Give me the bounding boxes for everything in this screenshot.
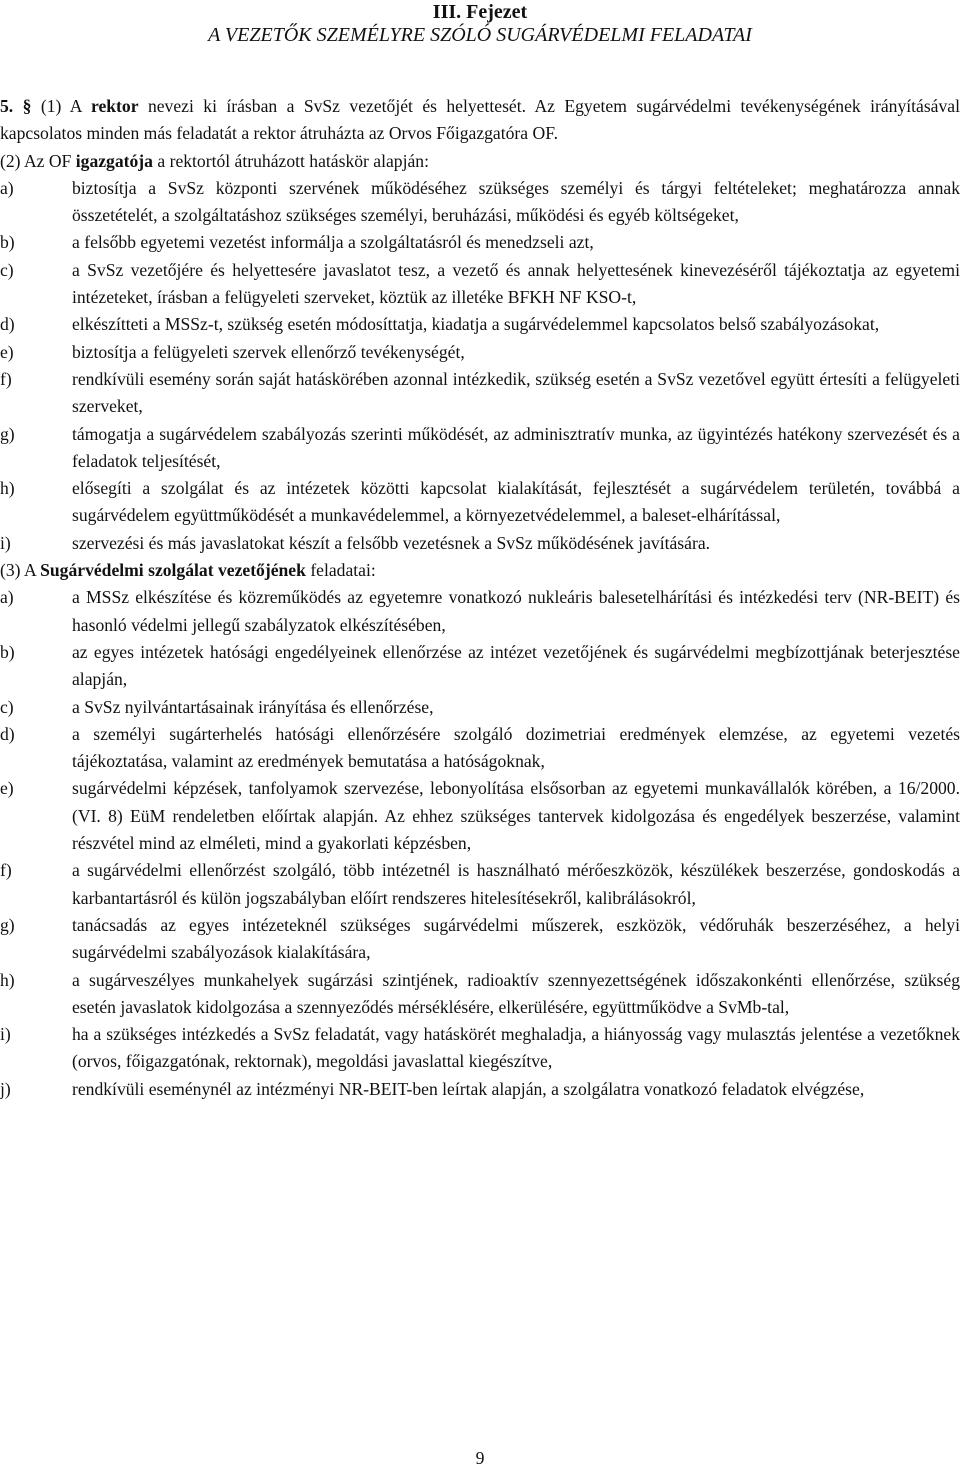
- list-item-text: a felsőbb egyetemi vezetést informálja a szolgáltatásról és menedzseli azt,: [72, 232, 594, 253]
- list-item-marker: h): [0, 478, 15, 499]
- list-item-text: szervezési és más javaslatokat készít a felsőbb vezetésnek a SvSz működésének javítására.: [72, 532, 711, 553]
- list-item: [0, 530, 960, 557]
- list-item-marker: g): [0, 423, 15, 444]
- list-item-marker: g): [0, 914, 15, 935]
- list-item-text: támogatja a sugárvédelem szabályozás szerinti működését, az adminisztratív munka, az ügyintézés hatékony szervezését és a feladatok teljesítését,: [72, 423, 960, 471]
- list-item-text: rendkívüli esemény során saját hatáskörében azonnal intézkedik, szükség esetén a SvSz vezetővel együtt értesíti a felügyeleti szerveket,: [72, 368, 960, 417]
- section-5-paragraph-2: [0, 148, 960, 175]
- list-item-text: tanácsadás az egyes intézeteknél szükséges sugárvédelmi műszerek, eszközök, védőruhák beszerzéséhez, a helyi sugárvédelmi szabályozások kialakítására,: [72, 914, 960, 963]
- list-item-marker: f): [0, 860, 12, 881]
- list-item: [0, 175, 960, 230]
- chapter-title: A VEZETŐK SZEMÉLYRE SZÓLÓ SUGÁRVÉDELMI FELADATAI: [208, 24, 752, 46]
- section-5: [0, 93, 960, 1103]
- list-item: [0, 475, 960, 530]
- subsection-3-keyword: Sugárvédelmi szolgálat vezetőjének: [40, 560, 306, 581]
- list-item: [0, 1076, 960, 1103]
- list-item: [0, 339, 960, 366]
- list-item-text: elkészítteti a MSSz-t, szükség esetén módosíttatja, kiadatja a sugárvédelemmel kapcsolatos belső szabályozásokat,: [72, 314, 880, 335]
- list-item: [0, 229, 960, 256]
- subsection-3-list: [0, 584, 960, 1103]
- list-item-text: a SvSz vezetőjére és helyettesére javaslatot tesz, a vezető és annak helyettesének kinevezéséről tájékoztatja az egyetemi intézeteket, írásban a felügyeleti szerveket, köztük az illetéke BFKH NF KSO-t,: [72, 259, 960, 308]
- subsection-3-text: feladatai:: [310, 560, 376, 581]
- page-number: 9: [475, 1448, 485, 1468]
- list-item-marker: a): [0, 177, 14, 198]
- subsection-2-text: a rektortól átruházott hatáskör alapján:: [157, 150, 429, 171]
- list-item-text: a személyi sugárterhelés hatósági ellenőrzésére szolgáló dozimetriai eredmények elemzése, az egyetemi vezetés tájékoztatása, valamint az eredmények bemutatása a hatóságoknak,: [72, 723, 960, 772]
- list-item: [0, 257, 960, 312]
- list-item: [0, 721, 960, 776]
- list-item-marker: d): [0, 314, 15, 335]
- list-item: [0, 639, 960, 694]
- subsection-1-text: nevezi ki írásban a SvSz vezetőjét és helyettesét. Az Egyetem sugárvédelmi tevékenységének irányításával kapcsolatos minden más feladatát a rektor átruházta az Orvos Főigazgatóra OF.: [0, 96, 960, 144]
- list-item-text: ha a szükséges intézkedés a SvSz feladatát, vagy hatáskörét meghaladja, a hiányosság vagy mulasztás jelentése a vezetőknek (orvos, főigazgatónak, rektornak), megoldási javaslattal kiegészítve,: [72, 1024, 960, 1072]
- list-item: [0, 421, 960, 476]
- subsection-2-number: (2) Az OF: [0, 150, 72, 171]
- list-item: [0, 694, 960, 721]
- section-number: 5.: [0, 96, 14, 116]
- paragraph-sign: §: [22, 96, 32, 116]
- list-item-marker: i): [0, 1024, 11, 1045]
- subsection-1-keyword: rektor: [90, 96, 139, 116]
- list-item: [0, 912, 960, 967]
- list-item-marker: d): [0, 723, 15, 744]
- subsection-3-number: (3) A: [0, 560, 36, 581]
- subsection-2-list: [0, 175, 960, 557]
- list-item-marker: e): [0, 341, 14, 362]
- list-item-text: biztosítja a felügyeleti szervek ellenőrző tevékenységét,: [72, 341, 465, 362]
- subsection-1-number: (1) A: [40, 96, 82, 116]
- list-item-marker: c): [0, 696, 14, 717]
- list-item-text: biztosítja a SvSz központi szervének működéséhez szükséges személyi és tárgyi feltételeket; meghatározza annak összetételét, a szolgáltatáshoz szükséges személyi, beruházási, működési és egyéb költségeket,: [72, 177, 960, 226]
- list-item: [0, 857, 960, 912]
- section-5-paragraph-1: [0, 93, 960, 148]
- list-item-text: a MSSz elkészítése és közreműködés az egyetemre vonatkozó nukleáris balesetelhárítási és intézkedési terv (NR-BEIT) és hasonló védelmi jellegű szabályzatok elkészítésében,: [72, 587, 960, 635]
- list-item: [0, 775, 960, 857]
- list-item-text: a sugárvédelmi ellenőrzést szolgáló, több intézetnél is használható mérőeszközök, készülékek beszerzése, gondoskodás a karbantartásról és külön jogszabályban előírt rendszeres hitelesítésekről, kalibrálásokról,: [72, 860, 960, 908]
- list-item: [0, 967, 960, 1022]
- list-item-marker: e): [0, 778, 14, 799]
- chapter-number: III. Fejezet: [432, 1, 528, 23]
- list-item-marker: i): [0, 532, 11, 553]
- list-item-marker: f): [0, 368, 12, 389]
- list-item-text: sugárvédelmi képzések, tanfolyamok szervezése, lebonyolítása elsősorban az egyetemi munkavállalók körében, a 16/2000. (VI. 8) EüM rendeletben előírtak alapján. Az ehhez szükséges tantervek kidolgozása és engedélyek beszerzése, valamint részvétel mind az elméleti, mind a gyakorlati képzésben,: [72, 778, 960, 854]
- chapter-header: [0, 0, 960, 47]
- list-item-marker: b): [0, 232, 15, 253]
- list-item-marker: c): [0, 259, 14, 280]
- list-item: [0, 584, 960, 639]
- list-item: [0, 1021, 960, 1076]
- list-item-marker: a): [0, 587, 14, 608]
- list-item-marker: j): [0, 1078, 11, 1099]
- list-item-text: az egyes intézetek hatósági engedélyeinek ellenőrzése az intézet vezetőjének és sugárvédelmi megbízottjának beterjesztése alapján,: [72, 641, 960, 690]
- list-item-marker: b): [0, 641, 15, 662]
- list-item: [0, 366, 960, 421]
- list-item-text: a sugárveszélyes munkahelyek sugárzási szintjének, radioaktív szennyezettségének időszakonkénti ellenőrzése, szükség esetén javaslatok kidolgozása a szennyeződés mérséklésére, elkerülésére, együttműködve a SvMb-tal,: [72, 969, 960, 1017]
- list-item: [0, 311, 960, 338]
- list-item-text: a SvSz nyilvántartásainak irányítása és ellenőrzése,: [72, 696, 434, 717]
- list-item-text: elősegíti a szolgálat és az intézetek közötti kapcsolat kialakítását, fejlesztését a sugárvédelem területén, továbbá a sugárvédelem együttműködését a munkavédelemmel, a környezetvédelemmel, a baleset-elhárítással,: [72, 478, 960, 526]
- list-item-text: rendkívüli eseménynél az intézményi NR-BEIT-ben leírtak alapján, a szolgálatra vonatkozó feladatok elvégzése,: [72, 1078, 865, 1099]
- list-item-marker: h): [0, 969, 15, 990]
- subsection-2-keyword: igazgatója: [75, 150, 153, 171]
- section-5-paragraph-3: [0, 557, 960, 584]
